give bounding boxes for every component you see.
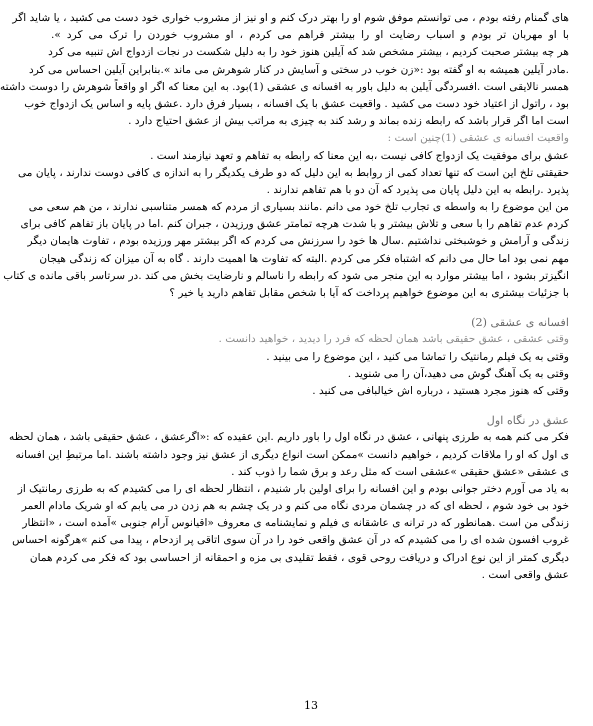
- section-subhead-myth-2: وقتی عشقی ، عشق حقیقی باشد همان لحظه که فرد را دیدید ، خواهید دانست .: [218, 333, 569, 346]
- text-line: خود بی خود شوم ، لحظه ای که در چشمان مردی نگاه می کنم و در یک چشم به هم زدن در می یابم که او شریک مادام العمر: [21, 500, 569, 513]
- text-line: وقتی به یک آهنگ گوش می دهید،آن را می شنوید .: [347, 367, 569, 380]
- section-heading-love-at-first-sight: عشق در نگاه اول: [486, 414, 569, 428]
- text-line: انگیزتر بشود ، اما بیشتر موارد به این منجر می شود که رابطه را ناسالم و نارضایت بخش می کند .در سرتاسر باقی مانده ی کتاب: [3, 269, 569, 282]
- text-line: ی عشقی «عشق حقیقی »عشقی است که مثل رعد و برق شما را ذوب کند .: [231, 465, 569, 478]
- text-line: غروب افسون شده ای را می کشیدم که در آن عشق واقعی خود را در آن سوی اتاقی پر ازدحام ، پیدا می کنم »هرگونه احساس: [12, 534, 569, 547]
- page-number: 13: [304, 699, 318, 712]
- paragraph-block-3: [51, 349, 569, 401]
- text-line: عشق برای موفقیت یک ازدواج کافی نیست ،به این معنا که رابطه به تفاهم و تعهد نیازمند است .: [150, 149, 569, 162]
- text-line: .مادر آیلین همیشه به او گفته بود :«زن خوب در سختی و آسایش در کنار شوهرش می ماند ».بنابراین آیلین احساس می کرد: [28, 63, 569, 76]
- section-heading-myth-2: افسانه ی عشقی (2): [471, 316, 569, 330]
- text-line: دیگری کمتر از این نوع ادراک و دریافت روحی قوی ، فقط تقلیدی بی مزه و احمقانه از احساسی بود که فکر می کردم همان: [29, 551, 569, 564]
- text-line: فکر می کنم همه به طرزی پنهانی ، عشق در نگاه اول را باور داریم .این عقیده که :«اگرعشق ، عشق حقیقی باشد ، همان لحظه: [9, 431, 569, 444]
- text-line: به یاد می آورم دختر جوانی بودم و این افسانه را برای اولین بار شنیدم ، انتظار لحظه ای را می کشیدم که به طرزی رمانتیک از: [17, 482, 569, 495]
- text-line: زندگی و آرامش و خوشبختی نداشتیم .سال ها خود را سرزنش می کردم که اگر بیشتر مهر ورزیده بودم ، تفاوت هایمان دیگر: [27, 235, 569, 248]
- document-page: [0, 10, 569, 716]
- section-subhead-reality: واقعیت افسانه ی عشقی (1)چنین است :: [387, 132, 569, 145]
- text-line: زندگی من است .همانطور که در ترانه ی عاشقانه ی فیلم و نمایشنامه ی معروف «اقیانوس آرام جنوبی »آمده است ، «انتظار: [22, 517, 569, 530]
- text-line: وقتی به یک فیلم رمانتیک را تماشا می کنید ، این موضوع را می بینید .: [266, 350, 569, 363]
- paragraph-block-4: [9, 429, 569, 584]
- paragraph-block-1: [0, 10, 569, 130]
- text-line: هر چه بیشتر صحبت کردیم ، بیشتر مشخص شد که آیلین هنوز خود را به دلیل شکست در نجات ازدواج اش تنبیه می کرد: [48, 46, 569, 59]
- paragraph-block-2: [3, 148, 569, 303]
- text-line: است اما اگر قرار باشد که رابطه زنده بماند و رشد کند به چیزی به مراتب بیش از عشق احتیاج دارد .: [128, 115, 569, 128]
- text-line: وقتی که هنوز مجرد هستید ، درباره اش خیالبافی می کنید .: [312, 384, 569, 397]
- text-line: ی اول که او را ملاقات کردیم ، خواهیم دانست »ممکن است انواع دیگری از عشق نیز وجود داشته باشند .اما مرتبطِ این افسانه: [15, 448, 569, 461]
- text-line: مهم نمی بود اما حال می دانم که اشتباه فکر می کردم .البته که تفاوت ها اهمیت دارند . گاه به آن میزان که زندگی هیجان: [39, 252, 569, 265]
- text-line: با او مهربان تر بودم و اسباب رضایت او را بیشتر فراهم می کردم ، او مشروب خوردن را ترک می کرد ».: [51, 29, 569, 42]
- text-line: های گمنام رفته بودم ، می توانستم موفق شوم او را بهتر درک کنم و او نیز از مشروب خواری خود دست می کشید ، یا شاید اگر: [12, 12, 569, 24]
- text-line: کردم عدم تفاهم را با سعی و تلاش بیشتر و با شدت هرچه تمامتر عشق ورزیدن ، جبران کنم .اما در پایان باز تفاهم کافی برای: [20, 218, 569, 231]
- text-line: همسر نالایقی است .افسردگی آیلین به دلیل باور به افسانه ی عشقی (1)بود. به این معنا که اگر او واقعاً شوهرش را دوست داشته: [0, 80, 569, 93]
- text-line: عشق واقعی است .: [481, 568, 569, 581]
- text-line: حقیقتی تلخ این است که تنها تعداد کمی از روابط به این دلیل که دو طرف یکدیگر را به اندازه ی کافی دوست ندارند ، پایان می: [17, 166, 569, 179]
- text-line: من این موضوع را به واسطه ی تجارب تلخ خود می دانم .مانند بسیاری از مردم که همسر متناسبی ندارند ، من هم سعی می: [28, 201, 569, 214]
- text-line: با جزئیات بیشتری به این موضوع خواهیم پرداخت که آیا با شخص مقابل تفاهم دارید یا خیر ؟: [169, 287, 569, 299]
- text-line: پذیرد .رابطه به این دلیل پایان می پذیرد که آن دو با هم تفاهم ندارند .: [266, 183, 569, 196]
- text-line: بود ، راتول از اعتیاد خود دست می کشید . واقعیت عشق با یک افسانه ، بسیار فرق دارد .عشق پایه و اساس یک ازدواج خوب: [24, 97, 569, 110]
